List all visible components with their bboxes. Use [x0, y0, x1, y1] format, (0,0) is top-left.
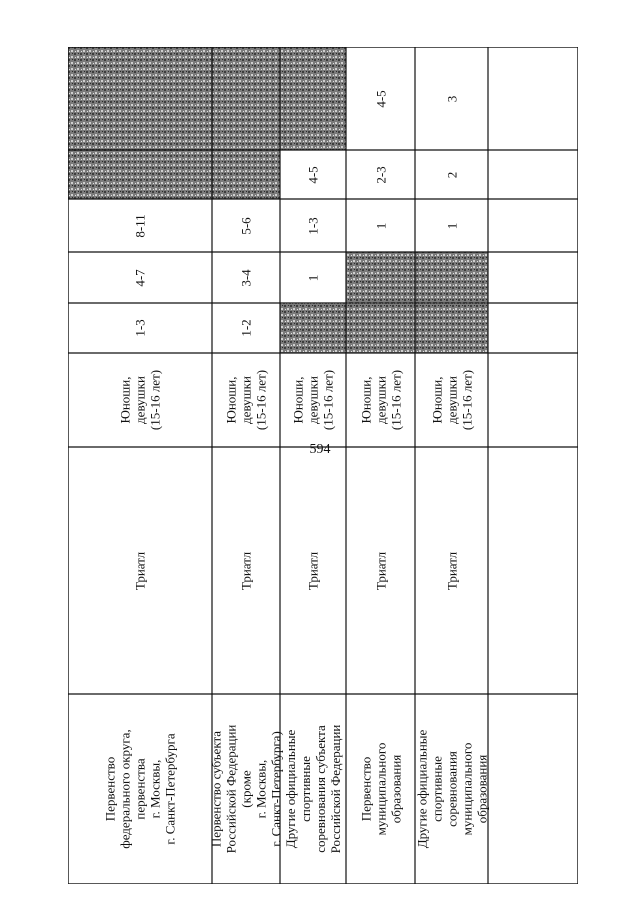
- event-cell-line: муниципального: [373, 742, 388, 836]
- age-group-cell-line: Юноши,: [429, 376, 444, 424]
- place-cell: [444, 222, 459, 229]
- event-cell-line: спортивные: [429, 756, 444, 822]
- event-cell-line: образования: [388, 754, 403, 824]
- place-cell-line: 8-11: [132, 213, 148, 238]
- event-cell-line: (кроме: [238, 770, 254, 808]
- age-group-cell-line: Юноши,: [223, 376, 239, 424]
- place-cell-line: 2-3: [373, 165, 388, 184]
- event-cell-line: г. Москвы,: [253, 759, 269, 819]
- place-cell-line: 4-5: [373, 89, 388, 108]
- sport-cell: [239, 551, 254, 589]
- event-cell-line: муниципального: [459, 742, 474, 836]
- event-cell-line: федерального округа,: [117, 729, 133, 849]
- event-cell-line: Российской Федерации: [328, 724, 343, 854]
- age-group-cell-line: (15-16 лет): [388, 369, 403, 431]
- age-group-cell: [118, 370, 163, 430]
- event-cell-line: Российской Федерации: [223, 724, 239, 854]
- event-cell: [103, 729, 178, 848]
- event-cell-line: Первенство субъекта: [208, 730, 224, 848]
- sport-cell: [306, 551, 321, 589]
- event-cell: [209, 725, 284, 854]
- age-group-cell-line: Юноши,: [290, 376, 306, 424]
- place-cell-line: 4-5: [305, 165, 321, 184]
- sport-cell-line: Триатл: [238, 551, 254, 590]
- place-cell: [133, 269, 148, 286]
- sport-cell-line: Триатл: [373, 551, 388, 590]
- event-cell-line: г. Санкт-Петербурга: [162, 733, 178, 845]
- place-cell: [239, 269, 254, 286]
- age-group-cell-line: девушки: [305, 376, 321, 424]
- place-cell-line: 2: [444, 171, 459, 178]
- place-cell: [133, 319, 148, 336]
- place-cell: [373, 166, 388, 183]
- rotated-table: [68, 47, 578, 884]
- place-cell-line: 1-3: [305, 216, 321, 235]
- place-cell-line: 1: [444, 222, 459, 229]
- sport-cell: [133, 551, 148, 589]
- event-cell-line: Другие официальные: [414, 729, 429, 849]
- event-cell-line: образования: [474, 754, 489, 824]
- event-cell-line: г. Санкт-Петербурга): [268, 731, 284, 847]
- event-cell-line: соревнования субъекта: [313, 725, 328, 853]
- place-cell-line: 1: [305, 274, 321, 281]
- event-cell-line: Первенство: [358, 756, 373, 822]
- place-cell: [444, 171, 459, 178]
- place-cell: [239, 319, 254, 336]
- page-number: 594: [309, 442, 331, 457]
- age-group-cell-line: девушки: [238, 376, 254, 424]
- age-group-cell-line: (15-16 лет): [459, 369, 474, 431]
- event-cell: [414, 730, 489, 849]
- sport-cell-line: Триатл: [305, 551, 321, 590]
- event-cell: [283, 725, 343, 854]
- place-cell-line: 3: [444, 95, 459, 102]
- age-group-cell-line: Юноши,: [117, 376, 133, 424]
- place-cell-line: 1-2: [238, 319, 254, 337]
- place-cell-line: 1-3: [132, 319, 148, 337]
- age-group-cell-line: (15-16 лет): [320, 369, 336, 431]
- age-group-cell-line: девушки: [444, 376, 459, 424]
- sport-cell: [444, 551, 459, 589]
- event-cell-line: Другие официальные: [283, 729, 298, 849]
- event-cell-line: соревнования: [444, 751, 459, 827]
- event-cell-line: г. Москвы,: [147, 759, 163, 819]
- place-cell: [444, 95, 459, 102]
- place-cell: [133, 214, 148, 237]
- age-group-cell: [429, 370, 474, 430]
- age-group-cell-line: (15-16 лет): [253, 369, 269, 431]
- place-cell: [373, 222, 388, 229]
- place-cell-line: 1: [373, 222, 388, 229]
- age-group-cell: [358, 370, 403, 430]
- place-cell: [239, 217, 254, 234]
- sport-cell: [373, 551, 388, 589]
- event-cell-line: Первенство: [102, 756, 118, 822]
- place-cell-line: 3-4: [238, 268, 254, 287]
- event-cell-line: первенства: [132, 758, 148, 820]
- age-group-cell: [224, 370, 269, 430]
- place-cell: [373, 90, 388, 107]
- age-group-cell-line: девушки: [132, 376, 148, 424]
- place-cell-line: 4-7: [132, 268, 148, 287]
- age-group-cell-line: девушки: [373, 376, 388, 424]
- place-cell: [306, 274, 321, 281]
- age-group-cell-line: (15-16 лет): [147, 369, 163, 431]
- place-cell: [306, 217, 321, 234]
- age-group-cell-line: Юноши,: [358, 376, 373, 424]
- place-cell: [306, 166, 321, 183]
- event-cell-line: спортивные: [298, 756, 313, 822]
- event-cell: [358, 743, 403, 836]
- sport-cell-line: Триатл: [132, 551, 148, 590]
- sport-cell-line: Триатл: [444, 551, 459, 590]
- age-group-cell: [291, 370, 336, 430]
- place-cell-line: 5-6: [238, 216, 254, 235]
